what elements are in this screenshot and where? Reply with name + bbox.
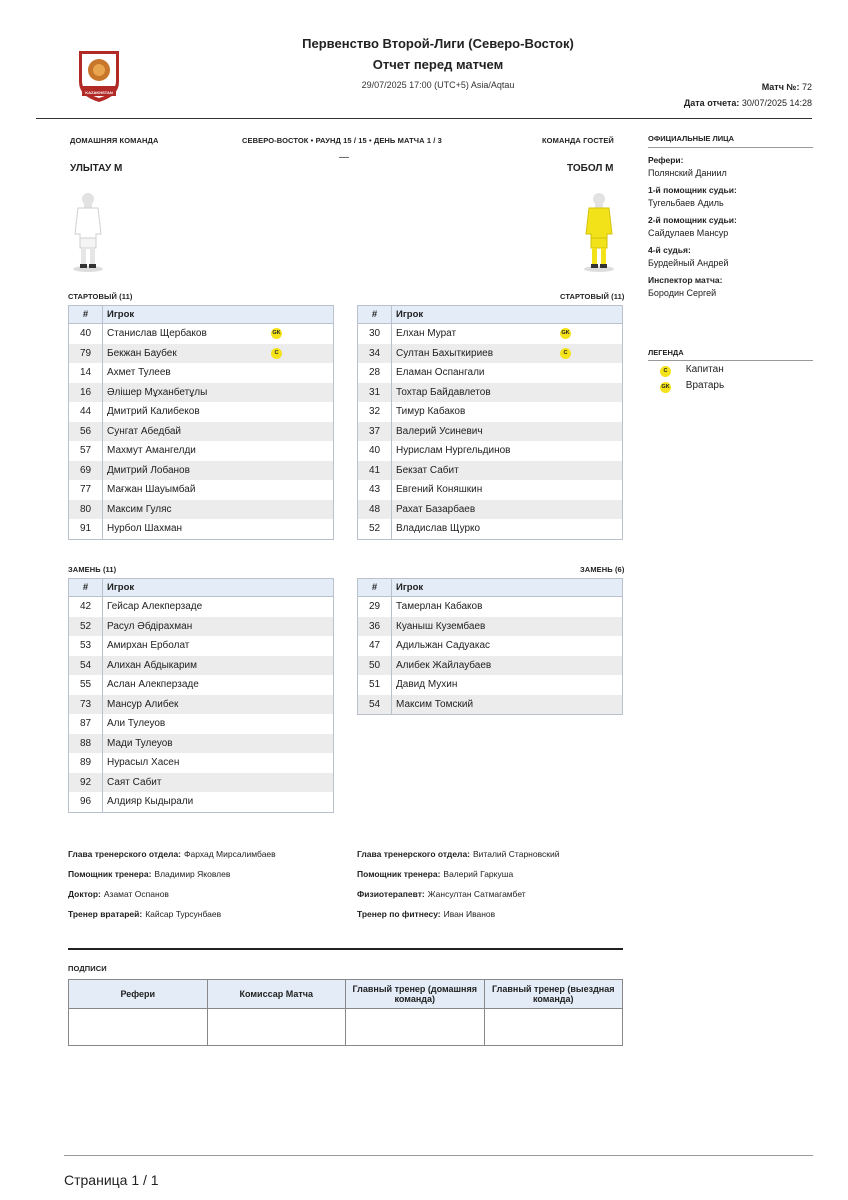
player-name: Дмитрий Лобанов — [107, 464, 190, 476]
report-title: Первенство Второй-Лиги (Северо-Восток) — [302, 36, 574, 51]
player-name: Нурбол Шахман — [107, 523, 183, 535]
player-row — [69, 734, 334, 754]
player-number: 79 — [69, 344, 103, 364]
home-kit-shirt — [75, 208, 101, 238]
staff-name: Валерий Гаркуша — [443, 869, 514, 879]
player-name: Амирхан Ерболат — [107, 640, 190, 652]
official-name: Бородин Сергей — [648, 288, 717, 298]
player-number: 47 — [358, 636, 392, 656]
player-name: Давид Мухин — [396, 679, 458, 691]
legend-goalkeeper — [660, 380, 724, 393]
player-row — [358, 324, 623, 344]
staff-name: Азамат Оспанов — [103, 889, 169, 899]
player-name: Тамерлан Кабаков — [396, 601, 483, 613]
player-name: Дмитрий Калибеков — [107, 406, 200, 418]
report-date-label: Дата отчета: — [683, 98, 740, 108]
staff-role: Глава тренерского отдела: — [357, 849, 471, 859]
player-name-cell — [392, 402, 623, 422]
col-num: # — [358, 579, 392, 597]
player-number: 44 — [69, 402, 103, 422]
player-row — [358, 422, 623, 442]
player-number: 92 — [69, 773, 103, 793]
sig-col-commissioner: Комиссар Матча — [207, 980, 346, 1009]
col-player: Игрок — [103, 306, 334, 324]
player-name: Махмут Амангелди — [107, 445, 196, 457]
player-name-cell — [103, 617, 334, 637]
player-name: Мади Тулеуов — [107, 737, 173, 749]
player-row — [69, 500, 334, 520]
player-number: 34 — [358, 344, 392, 364]
player-name: Владислав Щурко — [396, 523, 481, 535]
player-row — [69, 773, 334, 793]
player-name-cell — [103, 734, 334, 754]
player-row — [69, 753, 334, 773]
player-name-cell — [103, 597, 334, 617]
player-row — [358, 363, 623, 383]
player-number: 69 — [69, 461, 103, 481]
staff-role: Доктор: — [68, 889, 101, 899]
player-name: Валерий Усиневич — [396, 425, 483, 437]
player-name: Мағжан Шауымбай — [107, 484, 196, 496]
player-name-cell — [392, 461, 623, 481]
player-row — [358, 344, 623, 364]
player-name: Куаныш Кузембаев — [396, 620, 486, 632]
signatures-title: ПОДПИСИ — [68, 964, 107, 973]
player-name: Рахат Базарбаев — [396, 503, 476, 515]
player-number: 55 — [69, 675, 103, 695]
player-row — [69, 519, 334, 539]
player-row — [358, 441, 623, 461]
player-row — [69, 441, 334, 461]
staff-member — [68, 869, 276, 889]
player-row — [358, 597, 623, 617]
away-subs-table — [357, 578, 623, 715]
player-name: Алихан Абдыкарим — [107, 659, 197, 671]
player-name: Станислав Щербаков — [107, 328, 207, 340]
player-name-cell — [103, 324, 334, 344]
sig-cell-referee[interactable] — [69, 1009, 208, 1046]
home-team-label: ДОМАШНЯЯ КОМАНДА — [70, 136, 159, 145]
home-kit-icon — [70, 190, 106, 279]
player-number: 51 — [358, 675, 392, 695]
staff-member — [357, 849, 559, 869]
player-row — [69, 422, 334, 442]
player-number: 54 — [358, 695, 392, 715]
player-number: 43 — [358, 480, 392, 500]
home-subs-table — [68, 578, 334, 813]
col-player: Игрок — [392, 306, 623, 324]
header-divider — [36, 118, 812, 119]
match-datetime: 29/07/2025 17:00 (UTC+5) Asia/Aqtau — [361, 80, 515, 90]
player-name: Нурислам Нургельдинов — [396, 445, 511, 457]
player-number: 50 — [358, 656, 392, 676]
player-number: 42 — [69, 597, 103, 617]
staff-role: Помощник тренера: — [68, 869, 152, 879]
away-starting-label: СТАРТОВЫЙ (11) — [560, 292, 625, 301]
player-name-cell — [103, 441, 334, 461]
player-number: 28 — [358, 363, 392, 383]
player-name-cell — [103, 519, 334, 539]
player-number: 29 — [358, 597, 392, 617]
away-staff-list — [357, 849, 559, 929]
player-number: 41 — [358, 461, 392, 481]
player-name-cell — [103, 792, 334, 812]
player-name: Бекжан Баубек — [107, 347, 177, 359]
goalkeeper-icon: GK — [660, 382, 671, 393]
match-number-value: 72 — [801, 82, 812, 92]
player-row — [358, 617, 623, 637]
player-number: 73 — [69, 695, 103, 715]
sig-col-referee: Рефери — [69, 980, 208, 1009]
away-starting-table — [357, 305, 623, 540]
match-number-label: Матч №: — [761, 82, 800, 92]
player-name-cell — [392, 324, 623, 344]
captain-icon: C — [560, 348, 571, 359]
player-name-cell — [103, 461, 334, 481]
officials-divider — [648, 147, 813, 148]
player-name: Ахмет Тулеев — [107, 367, 171, 379]
official-role: Рефери: — [648, 155, 684, 165]
player-name-cell — [392, 441, 623, 461]
player-name: Саят Сабит — [107, 776, 162, 788]
official-role: Инспектор матча: — [648, 275, 723, 285]
player-row — [69, 597, 334, 617]
player-row — [69, 402, 334, 422]
player-name: Али Тулеуов — [107, 718, 166, 730]
report-subtitle: Отчет перед матчем — [372, 57, 504, 72]
player-name: Алибек Жайлаубаев — [396, 659, 492, 671]
player-name-cell — [392, 695, 623, 715]
logo-text: KAZAKHSTAN — [85, 90, 113, 95]
col-player: Игрок — [392, 579, 623, 597]
player-name-cell — [103, 773, 334, 793]
official-role: 2-й помощник судьи: — [648, 215, 737, 225]
player-name: Мансур Алибек — [107, 698, 179, 710]
staff-member — [68, 889, 276, 909]
player-name: Адильжан Садуакас — [396, 640, 491, 652]
player-row — [358, 675, 623, 695]
player-name: Максим Томский — [396, 698, 474, 710]
player-name-cell — [392, 344, 623, 364]
player-name-cell — [392, 363, 623, 383]
player-name-cell — [103, 695, 334, 715]
player-row — [358, 500, 623, 520]
sig-cell-away-coach[interactable] — [484, 1009, 623, 1046]
round-info: СЕВЕРО-ВОСТОК • РАУНД 15 / 15 • ДЕНЬ МАТЧА 1 / 3 — [242, 136, 442, 145]
player-number: 77 — [69, 480, 103, 500]
player-name: Нурасыл Хасен — [107, 757, 180, 769]
legend-goalkeeper-label: Вратарь — [685, 380, 725, 391]
player-row — [69, 656, 334, 676]
official-role: 1-й помощник судьи: — [648, 185, 737, 195]
captain-icon: C — [271, 348, 282, 359]
home-starting-label: СТАРТОВЫЙ (11) — [68, 292, 133, 301]
signatures-divider — [68, 948, 623, 950]
sig-cell-commissioner[interactable] — [207, 1009, 346, 1046]
player-name-cell — [392, 597, 623, 617]
player-row — [69, 792, 334, 812]
player-number: 40 — [69, 324, 103, 344]
player-row — [69, 324, 334, 344]
home-subs-label: ЗАМЕНЬ (11) — [68, 565, 117, 574]
report-date — [684, 98, 812, 108]
staff-role: Тренер по фитнесу: — [357, 909, 441, 919]
player-name-cell — [103, 363, 334, 383]
player-number: 14 — [69, 363, 103, 383]
page-number: Страница 1 / 1 — [64, 1172, 159, 1188]
staff-role: Глава тренерского отдела: — [68, 849, 182, 859]
player-number: 89 — [69, 753, 103, 773]
player-number: 87 — [69, 714, 103, 734]
player-number: 40 — [358, 441, 392, 461]
player-name-cell — [392, 519, 623, 539]
player-name-cell — [103, 675, 334, 695]
player-row — [69, 695, 334, 715]
staff-name: Иван Иванов — [443, 909, 496, 919]
official-name: Бурдейный Андрей — [648, 258, 729, 268]
player-row — [69, 363, 334, 383]
player-row — [69, 480, 334, 500]
player-name-cell — [103, 636, 334, 656]
player-row — [69, 636, 334, 656]
player-name-cell — [392, 656, 623, 676]
report-date-value: 30/07/2025 14:28 — [741, 98, 812, 108]
official-name: Сайдулаев Мансур — [648, 228, 729, 238]
legend-captain-label: Капитан — [685, 364, 724, 375]
legend-title: ЛЕГЕНДА — [648, 348, 684, 357]
officials-title: ОФИЦИАЛЬНЫЕ ЛИЦА — [648, 134, 735, 143]
captain-icon: C — [660, 366, 671, 377]
player-name: Расул Әбдірахман — [107, 620, 193, 632]
player-row — [358, 636, 623, 656]
player-name: Тимур Кабаков — [396, 406, 466, 418]
player-row — [358, 480, 623, 500]
player-row — [358, 519, 623, 539]
player-name-cell — [103, 500, 334, 520]
home-team-name: УЛЫТАУ М — [70, 163, 123, 174]
player-name-cell — [103, 480, 334, 500]
player-name-cell — [392, 480, 623, 500]
player-row — [69, 675, 334, 695]
player-name-cell — [103, 344, 334, 364]
sig-cell-home-coach[interactable] — [346, 1009, 485, 1046]
col-num: # — [69, 306, 103, 324]
player-number: 54 — [69, 656, 103, 676]
player-row — [69, 617, 334, 637]
staff-member — [68, 849, 276, 869]
player-name: Әлішер Мұханбетұлы — [107, 386, 208, 398]
away-kit-icon — [581, 190, 617, 279]
player-name-cell — [103, 714, 334, 734]
player-number: 30 — [358, 324, 392, 344]
player-name-cell — [103, 422, 334, 442]
player-name-cell — [392, 500, 623, 520]
player-row — [69, 344, 334, 364]
staff-role: Тренер вратарей: — [68, 909, 143, 919]
staff-member — [68, 909, 276, 929]
player-name-cell — [103, 383, 334, 403]
player-number: 80 — [69, 500, 103, 520]
player-number: 52 — [358, 519, 392, 539]
sig-col-home-coach: Главный тренер (домашняя команда) — [346, 980, 485, 1009]
player-name-cell — [392, 675, 623, 695]
player-number: 32 — [358, 402, 392, 422]
official-name: Тугельбаев Адиль — [648, 198, 724, 208]
player-name-cell — [103, 656, 334, 676]
away-kit-shirt — [586, 208, 612, 238]
player-number: 36 — [358, 617, 392, 637]
staff-name: Фархад Мирсалимбаев — [184, 849, 276, 859]
home-starting-table — [68, 305, 334, 540]
legend-divider — [648, 360, 813, 361]
staff-name: Виталий Старновский — [473, 849, 560, 859]
signatures-table — [68, 979, 623, 1046]
player-name: Аслан Алекперзаде — [107, 679, 199, 691]
player-name-cell — [392, 383, 623, 403]
player-number: 57 — [69, 441, 103, 461]
sig-col-away-coach: Главный тренер (выездная команда) — [484, 980, 623, 1009]
match-score: — — [339, 152, 349, 163]
legend-captain — [660, 364, 724, 377]
player-name-cell — [392, 617, 623, 637]
goalkeeper-icon: GK — [560, 328, 571, 339]
away-subs-label: ЗАМЕНЬ (6) — [580, 565, 625, 574]
player-row — [358, 695, 623, 715]
match-number — [762, 82, 812, 92]
player-row — [69, 461, 334, 481]
player-number: 88 — [69, 734, 103, 754]
player-row — [358, 656, 623, 676]
player-number: 16 — [69, 383, 103, 403]
player-number: 56 — [69, 422, 103, 442]
player-name: Бекзат Сабит — [396, 464, 459, 476]
away-team-label: КОМАНДА ГОСТЕЙ — [542, 136, 614, 145]
player-name: Евгений Коняшкин — [396, 484, 483, 496]
player-name: Еламан Оспангали — [396, 367, 485, 379]
player-name: Максим Гуляс — [107, 503, 172, 515]
officials-list — [648, 155, 813, 298]
player-name: Сунгат Абедбай — [107, 425, 181, 437]
player-name-cell — [103, 402, 334, 422]
player-row — [358, 461, 623, 481]
col-player: Игрок — [103, 579, 334, 597]
home-staff-list — [68, 849, 276, 929]
staff-member — [357, 889, 559, 909]
staff-role: Физиотерапевт: — [357, 889, 425, 899]
staff-name: Кайсар Турсунбаев — [145, 909, 222, 919]
player-name: Алдияр Кыдырали — [107, 796, 194, 808]
col-num: # — [69, 579, 103, 597]
staff-member — [357, 909, 559, 929]
staff-name: Жансултан Сатмагамбет — [427, 889, 526, 899]
staff-name: Владимир Яковлев — [154, 869, 231, 879]
player-row — [69, 383, 334, 403]
player-name-cell — [392, 422, 623, 442]
player-number: 91 — [69, 519, 103, 539]
staff-role: Помощник тренера: — [357, 869, 441, 879]
official-name: Полянский Даниил — [648, 168, 727, 178]
player-row — [358, 383, 623, 403]
player-row — [69, 714, 334, 734]
goalkeeper-icon: GK — [271, 328, 282, 339]
player-number: 31 — [358, 383, 392, 403]
footer-divider — [64, 1155, 813, 1156]
player-number: 37 — [358, 422, 392, 442]
player-name-cell — [103, 753, 334, 773]
staff-member — [357, 869, 559, 889]
player-name: Тохтар Байдавлетов — [396, 386, 491, 398]
player-name: Гейсар Алекперзаде — [107, 601, 203, 613]
away-team-name: ТОБОЛ М — [567, 163, 614, 174]
col-num: # — [358, 306, 392, 324]
player-row — [358, 402, 623, 422]
player-number: 96 — [69, 792, 103, 812]
player-number: 48 — [358, 500, 392, 520]
player-number: 52 — [69, 617, 103, 637]
player-name: Султан Бахыткириев — [396, 347, 494, 359]
player-name: Елхан Мурат — [396, 328, 457, 340]
player-number: 53 — [69, 636, 103, 656]
official-role: 4-й судья: — [648, 245, 691, 255]
player-name-cell — [392, 636, 623, 656]
